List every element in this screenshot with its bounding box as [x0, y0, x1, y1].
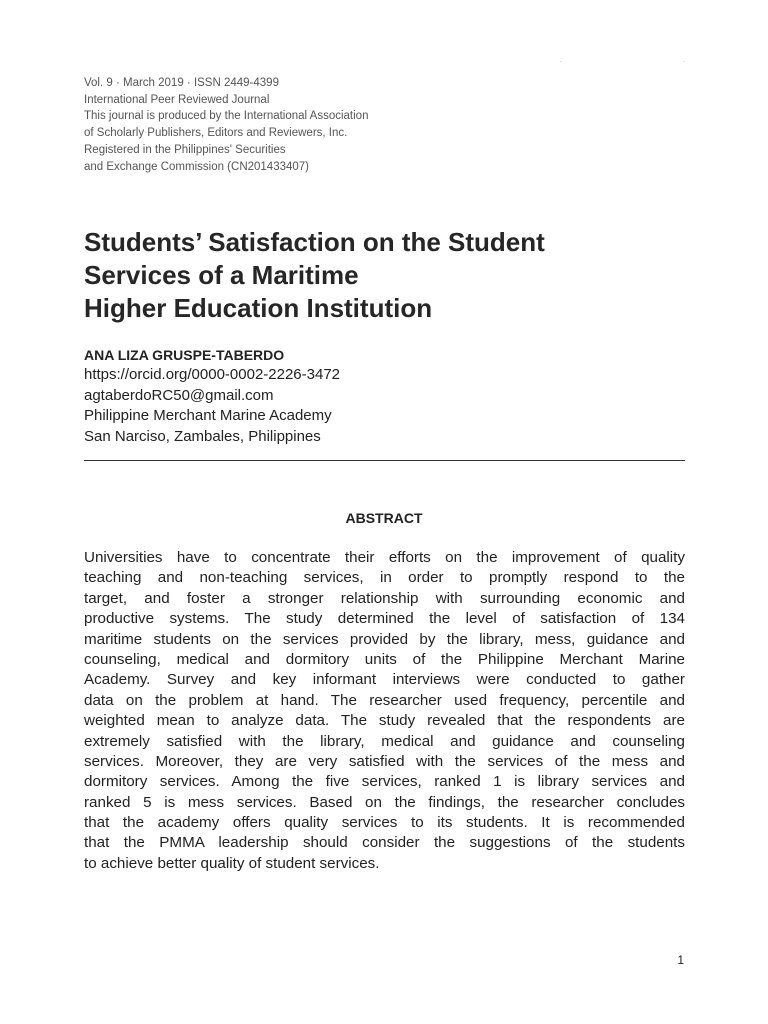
journal-info	[84, 75, 504, 175]
abstract-line: maritime students on the services provided by the library, mess, guidance and	[84, 630, 685, 648]
journal-publisher-line-2: of Scholarly Publishers, Editors and Reviewers, Inc.	[84, 127, 348, 140]
abstract-line: productive systems. The study determined the level of satisfaction of 134	[84, 610, 685, 628]
journal-registration-line-1: Registered in the Philippines' Securities	[84, 143, 286, 156]
author-orcid-link[interactable]: https://orcid.org/0000-0002-2226-3472	[84, 366, 341, 383]
abstract-line: that the academy offers quality services to its students. It is recommended	[84, 814, 685, 832]
abstract-line: to achieve better quality of student services.	[84, 854, 380, 872]
page-number: 1	[677, 953, 684, 967]
abstract-line: Academy. Survey and key informant interviews were conducted to gather	[84, 671, 685, 689]
abstract-line: teaching and non-teaching services, in order to promptly respond to the	[84, 569, 685, 587]
abstract-line: that the PMMA leadership should consider the suggestions of the students	[84, 834, 685, 852]
paper-title	[84, 226, 704, 325]
abstract-body	[84, 548, 685, 874]
author-block	[84, 345, 684, 447]
journal-publisher-line-1: This journal is produced by the International Association	[84, 110, 369, 123]
paper-title-line: Higher Education Institution	[84, 293, 433, 323]
abstract-line: ranked 5 is mess services. Based on the findings, the researcher concludes	[84, 793, 685, 811]
abstract-line: services. Moreover, they are very satisfied with the services of the mess and	[84, 752, 685, 770]
abstract-line: weighted mean to analyze data. The study revealed that the respondents are	[84, 712, 685, 730]
top-marks: . .	[560, 58, 746, 64]
journal-registration-line-2: and Exchange Commission (CN201433407)	[84, 160, 310, 173]
abstract-line: extremely satisfied with the library, medical and guidance and counseling	[84, 732, 685, 750]
abstract-line: dormitory services. Among the five services, ranked 1 is library services and	[84, 773, 685, 791]
author-location: San Narciso, Zambales, Philippines	[84, 427, 321, 445]
journal-type-line: International Peer Reviewed Journal	[84, 93, 270, 106]
author-affiliation: Philippine Merchant Marine Academy	[84, 407, 332, 424]
abstract-line: target, and foster a stronger relationship with surrounding economic and	[84, 589, 685, 607]
abstract-line: Universities have to concentrate their efforts on the improvement of quality	[84, 549, 685, 566]
paper-title-line: Services of a Maritime	[84, 260, 359, 290]
abstract-line: data on the problem at hand. The researcher used frequency, percentile and	[84, 691, 685, 709]
author-email-link[interactable]: agtaberdoRC50@gmail.com	[84, 386, 274, 404]
journal-volume-line: Vol. 9 · March 2019 · ISSN 2449-4399	[84, 77, 279, 89]
section-divider	[84, 460, 685, 461]
abstract-line: counseling, medical and dormitory units of the Philippine Merchant Marine	[84, 650, 685, 668]
paper-title-line: Students’ Satisfaction on the Student	[84, 227, 545, 257]
abstract-heading: ABSTRACT	[345, 510, 423, 526]
author-name: ANA LIZA GRUSPE-TABERDO	[84, 347, 285, 363]
